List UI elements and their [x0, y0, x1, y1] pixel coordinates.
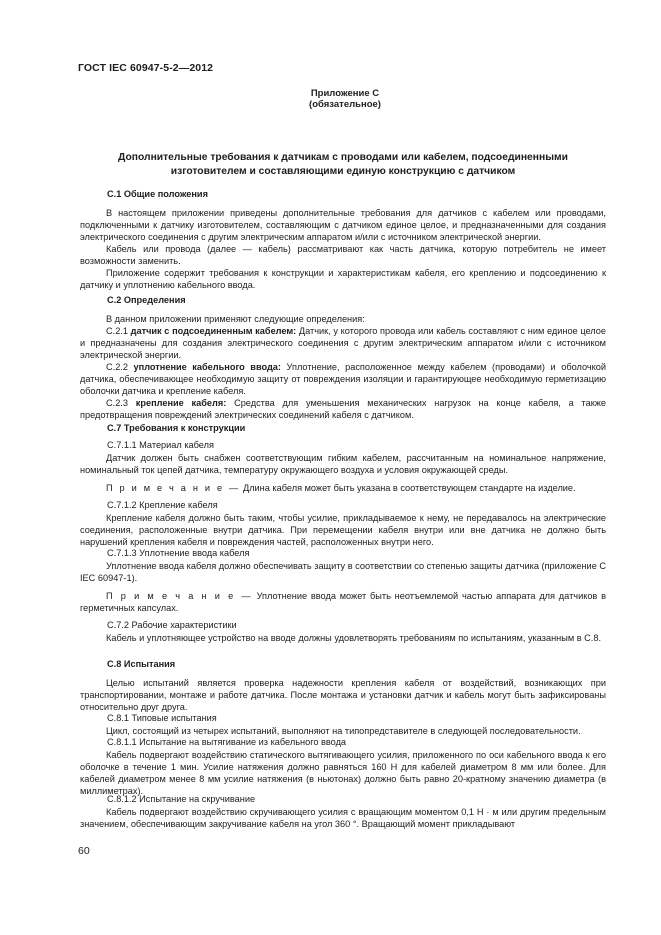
- note-1: [80, 482, 606, 494]
- main-title-line-1: Дополнительные требования к датчикам с проводами или кабелем, подсоединенными: [118, 152, 568, 163]
- definition-number: С.2.3: [106, 398, 128, 408]
- definition-term: датчик с подсоединенным кабелем:: [130, 326, 297, 336]
- subsection-c812-heading: С.8.1.2 Испытание на скручивание: [107, 794, 256, 804]
- standard-header: ГОСТ IEC 60947-5-2—2012: [78, 62, 214, 74]
- paragraph-c1-2: Кабель или провода (далее — кабель) рассматривают как часть датчика, которую потребитель не имеет возможности заменить.: [80, 244, 606, 267]
- definition-number: С.2.2: [106, 362, 128, 372]
- note-text: Уплотнение ввода может быть неотъемлемой частью аппарата для датчиков в герметичных капсулах.: [80, 591, 606, 614]
- definition-c2-1: [80, 325, 606, 361]
- paragraph-c81: Цикл, состоящий из четырех испытаний, выполняют на типопредставителе в следующей последовательности.: [106, 726, 581, 736]
- paragraph-c8-1: Целью испытаний является проверка надежности крепления кабеля от воздействий, возникающих при транспортировании, монтаже и работе датчика. После монтажа и установки датчик и кабель могут быть зафиксированы относительно друг друга.: [80, 678, 606, 713]
- note-label: П р и м е ч а н и е —: [106, 483, 241, 493]
- paragraph-c1-3: Приложение содержит требования к конструкции и характеристикам кабеля, его креплению и подсоединению к датчику и уплотнению кабельного ввода.: [80, 268, 606, 291]
- definition-text: Уплотнение, расположенное между кабелем (проводами) и оболочкой датчика, обеспечивающее необходимую защиту от повреждения изоляции и гарантирующее необходимую герметизацию оболочки датчика и крепление кабеля.: [80, 362, 607, 397]
- page-number: 60: [78, 845, 90, 857]
- note-2: [80, 590, 606, 614]
- definition-term: крепление кабеля:: [135, 398, 227, 408]
- definition-term: уплотнение кабельного ввода:: [133, 362, 281, 372]
- definition-text: Датчик, у которого провода или кабель составляют с ним единое целое и предназначены для создания электрического соединения с другим электрическим аппаратом и/или с источником электрической энергии.: [80, 326, 606, 361]
- subsection-c811-heading: С.8.1.1 Испытание на вытягивание из кабельного ввода: [107, 737, 347, 747]
- paragraph-c72: Кабель и уплотняющее устройство на вводе должны удовлетворять требованиям по испытаниям, указанным в С.8.: [106, 633, 601, 643]
- definition-text: Средства для уменьшения механических нагрузок на конце кабеля, а также предотвращения повреждений электрических соединений кабеля с датчиком.: [80, 398, 606, 421]
- subsection-c72-heading: С.7.2 Рабочие характеристики: [107, 620, 237, 630]
- section-heading-c8: С.8 Испытания: [107, 659, 176, 669]
- subsection-c713-heading: С.7.1.3 Уплотнение ввода кабеля: [107, 548, 250, 558]
- section-heading-c2: С.2 Определения: [107, 295, 186, 305]
- paragraph-c2-intro: В данном приложении применяют следующие определения:: [106, 314, 365, 324]
- main-title-line-2: изготовителем и составляющими единую конструкцию с датчиком: [170, 166, 516, 177]
- note-label: П р и м е ч а н и е —: [106, 591, 253, 601]
- paragraph-c711: Датчик должен быть снабжен соответствующим гибким кабелем, рассчитанным на номинальное напряжение, номинальный ток цепей датчика, температуру окружающего воздуха и условия окружающей среды.: [80, 453, 606, 476]
- paragraph-c1-1: В настоящем приложении приведены дополнительные требования для датчиков с кабелем или проводами, подключенными к датчику изготовителем, составляющим с датчиком единое целое, и предназначенными для создания электрического соединения с другим электрическим аппаратом и/или с источником электрической энергии.: [80, 208, 606, 243]
- note-text: Длина кабеля может быть указана в соответствующем стандарте на изделие.: [242, 483, 576, 493]
- definition-c2-2: [80, 361, 606, 397]
- section-heading-c1: С.1 Общие положения: [107, 189, 208, 199]
- subsection-c81-heading: С.8.1 Типовые испытания: [107, 713, 217, 723]
- definition-c2-3: [80, 397, 606, 421]
- paragraph-c811: Кабель подвергают воздействию статического вытягивающего усилия, приложенного по оси кабельного ввода к его оболочке в течение 1 мин. Усилие натяжения должно равняться 160 Н для кабелей диаметром 8 мм или более. Для кабелей диаметром менее 8 мм усилие натяжения (в ньютонах) должно быть равно 20-кратному значению диаметра (в миллиметрах).: [80, 750, 606, 797]
- paragraph-c712: Крепление кабеля должно быть таким, чтобы усилие, прикладываемое к нему, не передавалось на электрические соединения, расположенные внутри датчика. При перемещении кабеля внутри или вне датчика не должно быть нарушений крепления кабеля и повреждения частей, расположенных внутри него.: [80, 513, 606, 548]
- paragraph-c812: Кабель подвергают воздействию скручивающего усилия с вращающим моментом 0,1 Н · м или другим предельным значением, обеспечивающим закручивание кабеля на угол 360 °. Вращающий момент прикладывают: [80, 807, 606, 830]
- annex-status: (обязательное): [309, 99, 381, 110]
- definition-number: С.2.1: [106, 326, 128, 336]
- subsection-c711-heading: С.7.1.1 Материал кабеля: [107, 440, 214, 450]
- paragraph-c713: Уплотнение ввода кабеля должно обеспечивать защиту в соответствии со степенью защиты датчика (приложение С IEC 60947-1).: [80, 561, 606, 584]
- annex-title: Приложение С: [310, 88, 380, 99]
- section-heading-c7: С.7 Требования к конструкции: [107, 423, 246, 433]
- subsection-c712-heading: С.7.1.2 Крепление кабеля: [107, 500, 218, 510]
